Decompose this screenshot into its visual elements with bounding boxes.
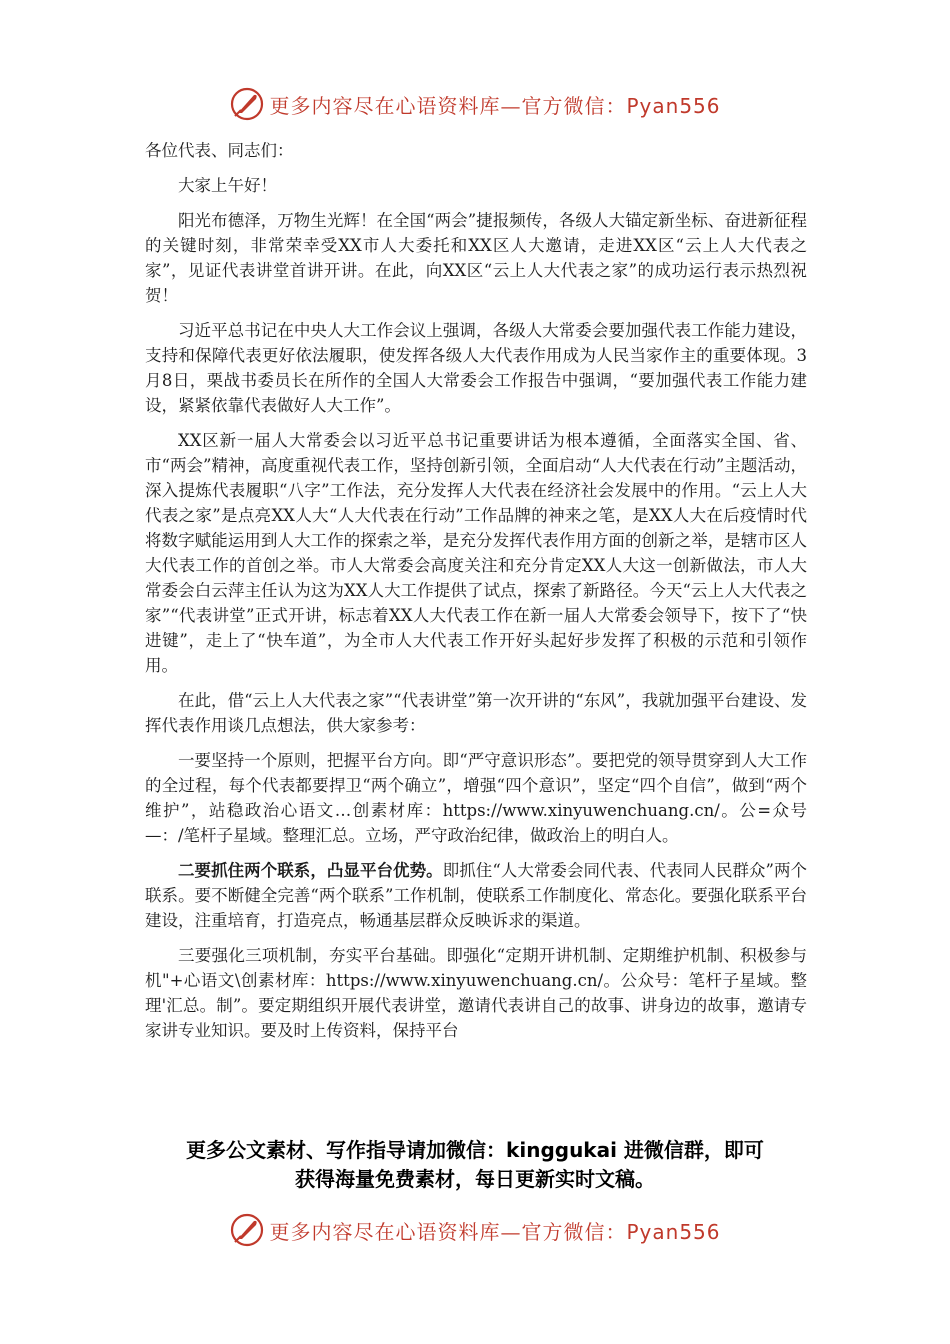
banner-text: 更多内容尽在心语资料库—官方微信：Pyan556 [269, 93, 721, 118]
paragraph-2: 习近平总书记在中央人大工作会议上强调，各级人大常委会要加强代表工作能力建设，支持和保障代表更好依法履职，使发挥各级人大代表作用成为人民当家作主的重要体现。3月8日，栗战书委员长在所作的全国人大常委会工作报告中强调，“要加强代表工作能力建设，紧紧依靠代表做好人大工作”。 [145, 321, 807, 415]
paragraph-1: 阳光布德泽，万物生光辉！在全国“两会”捷报频传，各级人大锚定新坐标、奋进新征程的关键时刻，非常荣幸受XX市人大委托和XX区人大邀请，走进XX区“云上人大代表之家”，见证代表讲堂首讲开讲。在此，向XX区“云上人大代表之家”的成功运行表示热烈祝贺！ [145, 211, 807, 305]
quill-logo-icon [229, 1212, 265, 1248]
speech-body [145, 138, 807, 1053]
paragraph-6-text: 即抓住“人大常委会同代表、代表同人民群众”两个联系。要不断健全完善“两个联系”工作机制，使联系工作制度化、常态化。要强化联系平台建设，注重培育，打造亮点，畅通基层群众反映诉求的渠道。 [145, 861, 807, 930]
paragraph-5: 一要坚持一个原则，把握平台方向。即“严守意识形态”。要把党的领导贯穿到人大工作的全过程，每个代表都要捍卫“两个确立”，增强“四个意识”，坚定“四个自信”，做到“两个维护”，站稳政治心语文…创素材库：https://www.xinyuwenchuang.cn/。公=众号—：/笔杆子星域。整理汇总。立场，严守政治纪律，做政治上的明白人。 [145, 751, 807, 845]
promo-line-2: 获得海量免费素材，每日更新实时文稿。 [295, 1167, 655, 1191]
promo-notice [120, 1136, 830, 1194]
paragraph-3: XX区新一届人大常委会以习近平总书记重要讲话为根本遵循，全面落实全国、省、市“两会”精神，高度重视代表工作，坚持创新引领，全面启动“人大代表在行动”主题活动，深入提炼代表履职“八字”工作法，充分发挥人大代表在经济社会发展中的作用。“云上人大代表之家”是点亮XX人大“人大代表在行动”工作品牌的神来之笔，是XX人大在后疫情时代将数字赋能运用到人大工作的探索之举，是充分发挥代表作用方面的创新之举，是辖市区人大代表工作的首创之举。市人大常委会高度关注和充分肯定XX人大这一创新做法，市人大常委会白云萍主任认为这为XX人大工作提供了试点，探索了新路径。今天“云上人大代表之家”“代表讲堂”正式开讲，标志着XX人大代表工作在新一届人大常委会领导下，按下了“快进键”，走上了“快车道”，为全市人大代表工作开好头起好步发挥了积极的示范和引领作用。 [145, 431, 807, 675]
paragraph-4: 在此，借“云上人大代表之家”“代表讲堂”第一次开讲的“东风”，我就加强平台建设、发挥代表作用谈几点想法，供大家参考： [145, 691, 807, 735]
header-banner [0, 84, 950, 124]
paragraph-6 [145, 858, 807, 933]
greeting: 大家上午好！ [178, 176, 277, 195]
banner-wechat-id: Pyan556 [626, 1219, 721, 1244]
promo-line-1: 更多公文素材、写作指导请加微信：kinggukai 进微信群，即可 [186, 1138, 764, 1162]
salutation: 各位代表、同志们： [145, 141, 294, 160]
footer-banner [0, 1210, 950, 1250]
paragraph-6-heading: 二要抓住两个联系，凸显平台优势。 [178, 861, 443, 880]
quill-logo-icon [229, 86, 265, 122]
banner-wechat-id: Pyan556 [626, 93, 721, 118]
paragraph-7: 三要强化三项机制，夯实平台基础。即强化“定期开讲机制、定期维护机制、积极参与机"+心语文\创素材库：https://www.xinyuwenchuang.cn/。公众号：笔杆子星域。整理'汇总。制”。要定期组织开展代表讲堂，邀请代表讲自己的故事、讲身边的故事，邀请专家讲专业知识。要及时上传资料，保持平台 [145, 946, 807, 1040]
banner-text: 更多内容尽在心语资料库—官方微信：Pyan556 [269, 1219, 721, 1244]
